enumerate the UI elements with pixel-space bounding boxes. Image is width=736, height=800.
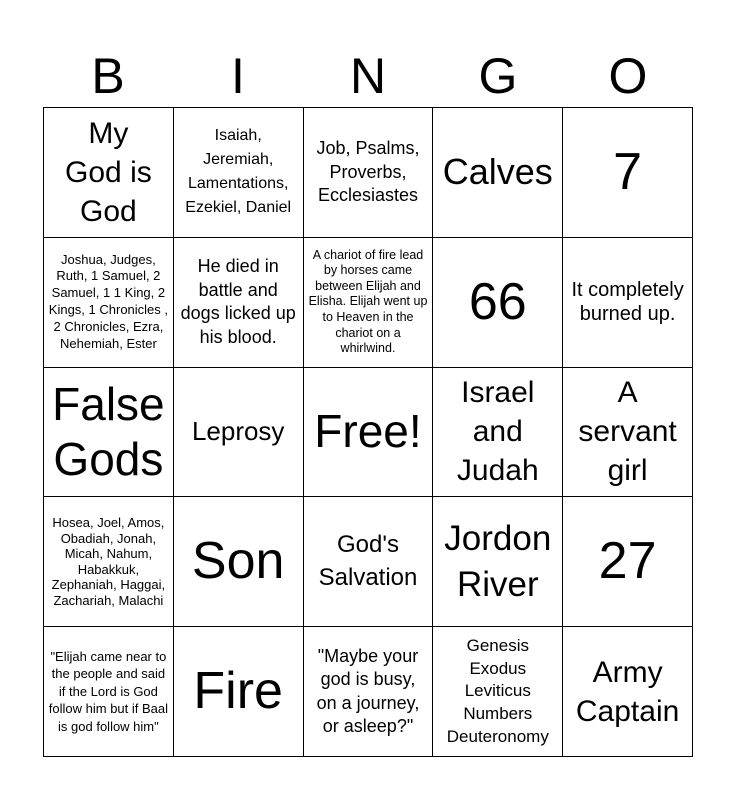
bingo-cell-r1-c3[interactable] <box>304 108 434 238</box>
bingo-cell-r1-c1[interactable] <box>44 108 174 238</box>
bingo-cell-r5-c1[interactable] <box>44 627 174 757</box>
cell-text: Job, Psalms, Proverbs, Ecclesiastes <box>316 138 420 206</box>
bingo-cell-r4-c4[interactable] <box>433 497 563 627</box>
cell-text: Leprosy <box>191 416 285 447</box>
cell-text: Calves <box>442 151 553 193</box>
bingo-cell-r3-c3[interactable] <box>304 368 434 498</box>
cell-text: It completely burned up. <box>571 278 684 326</box>
bingo-cell-r1-c4[interactable] <box>433 108 563 238</box>
header-letter-b: B <box>91 48 125 104</box>
cell-text: A servant girl <box>578 376 677 488</box>
header-letter-o: O <box>608 48 648 104</box>
bingo-cell-r3-c4[interactable] <box>433 368 563 498</box>
header-letter-i: I <box>231 48 245 104</box>
bingo-card-grid <box>43 107 693 757</box>
bingo-cell-r4-c5[interactable] <box>563 497 693 627</box>
cell-text: Army Captain <box>575 655 680 728</box>
bingo-cell-r4-c2[interactable] <box>174 497 304 627</box>
cell-text: Fire <box>193 661 283 720</box>
cell-text: Genesis Exodus Leviticus Numbers Deuteronomy <box>446 636 549 746</box>
bingo-cell-r2-c5[interactable] <box>563 238 693 368</box>
bingo-cell-r1-c2[interactable] <box>174 108 304 238</box>
bingo-cell-r4-c1[interactable] <box>44 497 174 627</box>
cell-text: Jordon River <box>444 518 552 604</box>
bingo-header <box>43 45 693 107</box>
bingo-cell-r2-c1[interactable] <box>44 238 174 368</box>
bingo-cell-r5-c5[interactable] <box>563 627 693 757</box>
header-letter-g: G <box>478 48 518 104</box>
bingo-cell-r3-c5[interactable] <box>563 368 693 498</box>
bingo-cell-r5-c3[interactable] <box>304 627 434 757</box>
header-letter-n: N <box>349 48 387 104</box>
cell-text: God's Salvation <box>318 531 418 591</box>
cell-text: My God is God <box>65 116 152 228</box>
bingo-cell-r3-c1[interactable] <box>44 368 174 498</box>
bingo-cell-r3-c2[interactable] <box>174 368 304 498</box>
bingo-cell-r4-c3[interactable] <box>304 497 434 627</box>
cell-text: Son <box>191 532 285 591</box>
cell-text: Joshua, Judges, Ruth, 1 Samuel, 2 Samuel, 1 1 King, 2 Kings, 1 Chronicles , 2 Chronicles, Ezra, Nehemiah, Ester <box>48 251 169 351</box>
cell-text: 66 <box>468 272 527 331</box>
bingo-cell-r2-c4[interactable] <box>433 238 563 368</box>
bingo-cell-r1-c5[interactable] <box>563 108 693 238</box>
cell-text: "Elijah came near to the people and said if the Lord is God follow him but if Baal is god follow him" <box>48 648 169 734</box>
cell-text: A chariot of fire lead by horses came between Elijah and Elisha. Elijah went up to Heaven in the chariot on a whirlwind. <box>308 247 428 356</box>
cell-text: Israel and Judah <box>456 376 539 488</box>
cell-text: "Maybe your god is busy, on a journey, or asleep?" <box>316 645 420 736</box>
cell-text: False Gods <box>52 377 165 485</box>
cell-text: 7 <box>613 142 643 201</box>
cell-text: Hosea, Joel, Amos, Obadiah, Jonah, Micah, Nahum, Habakkuk, Zephaniah, Haggai, Zachariah, Malachi <box>51 515 166 608</box>
bingo-cell-r2-c2[interactable] <box>174 238 304 368</box>
bingo-cell-r2-c3[interactable] <box>304 238 434 368</box>
cell-text: Isaiah, Jeremiah, Lamentations, Ezekiel, Daniel <box>185 127 292 217</box>
cell-text: 27 <box>598 532 657 591</box>
bingo-cell-r5-c4[interactable] <box>433 627 563 757</box>
cell-text: He died in battle and dogs licked up his blood. <box>180 256 296 347</box>
bingo-cell-r5-c2[interactable] <box>174 627 304 757</box>
cell-text: Free! <box>314 405 422 458</box>
